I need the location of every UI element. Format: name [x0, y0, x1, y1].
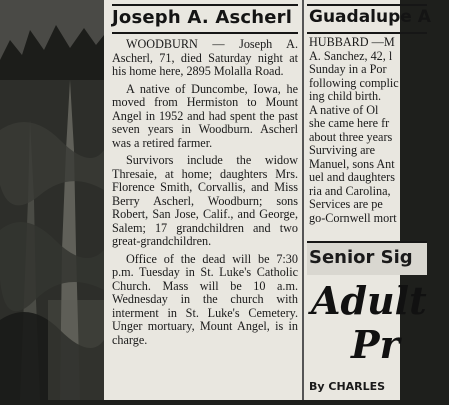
right-line: Services are pe	[309, 197, 383, 211]
obituary-paragraph: Office of the dead will be 7:30 p.m. Tuesday in St. Luke's Catholic Church. Mass will be 10 a.m. Wednesday in the church with interment in St. Luke's Cemetery. Unger mortuary, Mount Angel, is in charge.	[112, 251, 298, 347]
right-line: Manuel, sons Ant	[309, 156, 395, 171]
headline-rule	[112, 4, 298, 6]
obituary-paragraph: A native of Duncombe, Iowa, he moved from Hermiston to Mount Angel in 1952 and had spent the past seven years in Woodburn. Ascherl was a retired farmer.	[112, 81, 298, 150]
right-headline-rule	[307, 4, 427, 6]
tree-photo-image	[0, 0, 104, 400]
right-article-body	[309, 36, 449, 225]
right-line: uel and daughters	[309, 170, 395, 184]
right-line: go-Cornwell mort	[309, 210, 397, 225]
photo-strip	[0, 0, 104, 400]
right-headline-underline	[307, 32, 427, 34]
obituary-headline: Joseph A. Ascherl	[112, 7, 293, 28]
column-divider	[302, 0, 304, 400]
right-line: following complic	[309, 75, 399, 90]
section-byline: By CHARLES	[309, 380, 386, 393]
obituary-column	[112, 0, 298, 400]
right-headline: Guadalupe A	[309, 7, 431, 27]
section-headline-line1: Adult	[311, 278, 427, 323]
right-line: A. Sanchez, 42, l	[309, 48, 393, 63]
right-line: Surviving are	[309, 143, 376, 157]
obituary-paragraph: Survivors include the widow Thresaie, at home; daughters Mrs. Florence Smith, Corvallis, and Miss Berry Ascherl, Woodburn; sons Robert, San Jose, Calif., and George, Salem; 17 grandchildren and two great-grandchildren.	[112, 153, 298, 248]
right-line: about three years	[309, 129, 393, 144]
right-line: Sunday in a Por	[309, 62, 387, 76]
right-line: ria and Carolina,	[309, 183, 391, 198]
newspaper-page	[104, 0, 431, 400]
obituary-body	[112, 36, 298, 351]
headline-underline	[112, 32, 298, 34]
right-line: HUBBARD —M	[309, 35, 395, 49]
right-line: she came here fr	[309, 116, 390, 130]
section-headline-line2: Pr	[351, 322, 400, 367]
section-header: Senior Sig	[309, 247, 413, 268]
right-line: A native of Ol	[309, 102, 379, 117]
adjacent-column	[307, 0, 431, 400]
obituary-paragraph: WOODBURN — Joseph A. Ascherl, 71, died Saturday night at his home here, 2895 Molalla Road.	[112, 37, 298, 78]
right-line: ing child birth.	[309, 89, 382, 103]
section-header-band	[307, 241, 427, 275]
